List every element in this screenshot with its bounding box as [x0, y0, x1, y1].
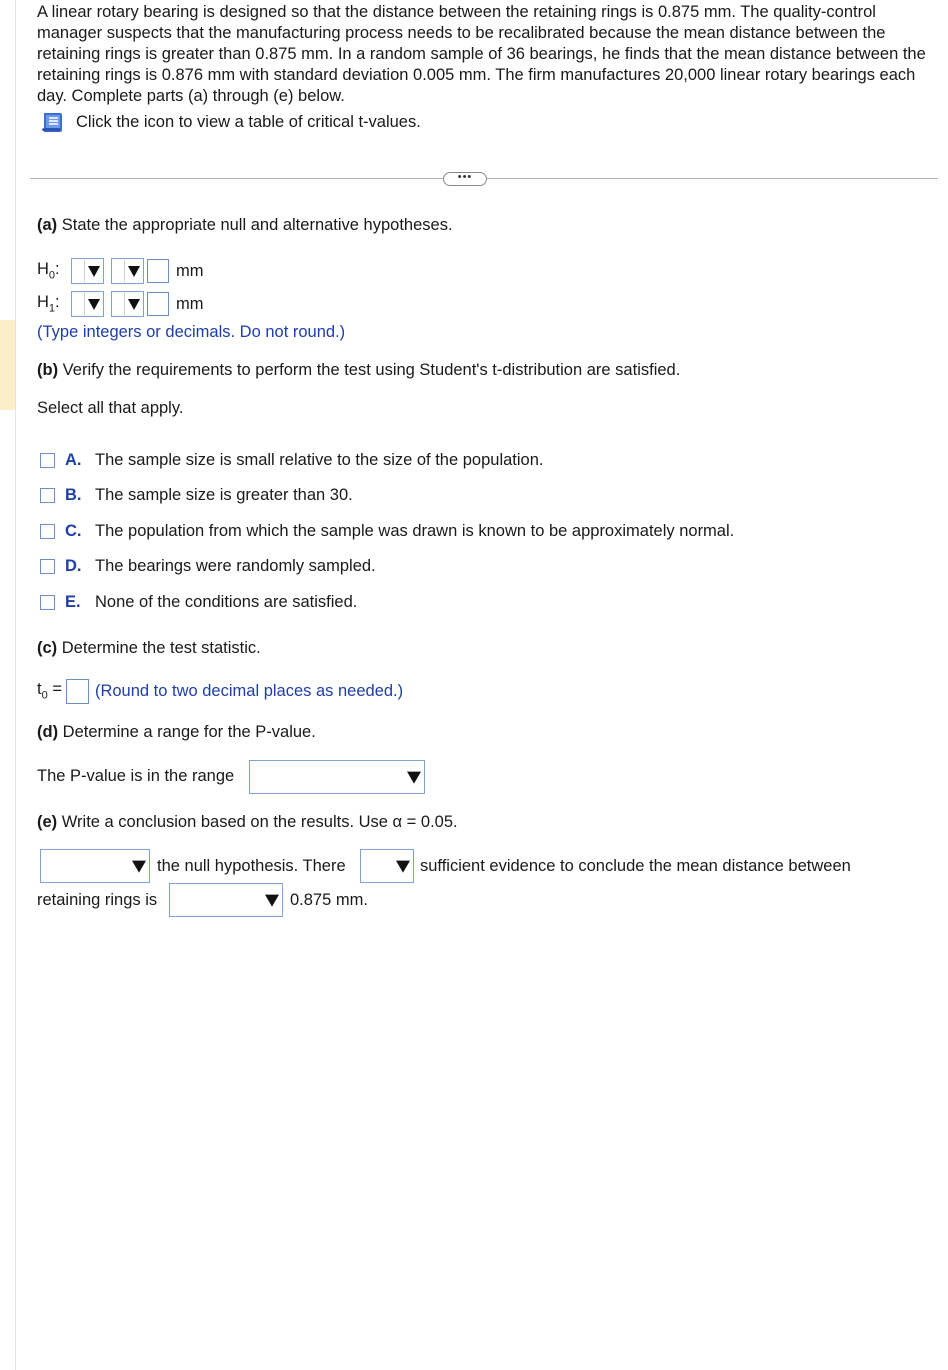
option-c[interactable]: [40, 520, 734, 542]
test-statistic-row: [37, 678, 403, 704]
chevron-down-icon: [394, 854, 412, 878]
option-b-letter: B.: [65, 485, 82, 504]
part-e-prompt: [37, 813, 458, 832]
h1-parameter-dropdown[interactable]: [71, 291, 104, 317]
option-c-checkbox[interactable]: [40, 524, 55, 539]
chevron-down-icon: [263, 888, 281, 912]
option-b[interactable]: [40, 484, 353, 506]
h0-unit: mm: [176, 261, 204, 280]
conclusion-text-4: 0.875 mm.: [290, 891, 368, 909]
critical-t-values-text[interactable]: Click the icon to view a table of critical t-values.: [76, 112, 421, 131]
h0-row: [37, 257, 204, 285]
option-e-checkbox[interactable]: [40, 595, 55, 610]
part-b-instruction: Select all that apply.: [37, 399, 184, 417]
part-a-text: State the appropriate null and alternative hypotheses.: [61, 216, 453, 234]
h0-parameter-dropdown[interactable]: [71, 258, 104, 284]
chevron-down-icon: [124, 260, 142, 282]
part-b-label: (b): [37, 361, 59, 379]
conclusion-evidence-dropdown[interactable]: [360, 849, 414, 883]
h1-unit: mm: [176, 294, 204, 313]
option-e[interactable]: [40, 591, 357, 613]
conclusion-text-2: sufficient evidence to conclude the mean distance between: [420, 857, 851, 875]
part-d-text: Determine a range for the P-value.: [62, 723, 316, 741]
book-icon[interactable]: [40, 110, 66, 134]
conclusion-comparison-dropdown[interactable]: [169, 883, 283, 917]
part-d-label: (d): [37, 723, 59, 741]
h0-value-input[interactable]: [147, 259, 169, 283]
option-e-text[interactable]: None of the conditions are satisfied.: [95, 592, 358, 611]
expand-more-button[interactable]: •••: [443, 172, 487, 186]
h1-row: [37, 290, 204, 318]
part-c-label: (c): [37, 639, 58, 657]
option-d[interactable]: [40, 555, 376, 577]
part-b-prompt: [37, 361, 680, 380]
part-e-text: Write a conclusion based on the results. Use α = 0.05.: [61, 813, 458, 831]
option-b-checkbox[interactable]: [40, 488, 55, 503]
h0-label: $H_0$:: [37, 260, 60, 282]
h1-operator-dropdown[interactable]: [111, 291, 144, 317]
option-a-letter: A.: [65, 450, 82, 469]
conclusion-decision-dropdown[interactable]: [40, 849, 150, 883]
p-value-range-dropdown[interactable]: [249, 760, 425, 794]
option-a-checkbox[interactable]: [40, 453, 55, 468]
option-e-letter: E.: [65, 592, 81, 611]
left-gutter-highlight: [0, 320, 15, 410]
test-statistic-input[interactable]: [66, 679, 89, 704]
option-d-checkbox[interactable]: [40, 559, 55, 574]
h1-value-input[interactable]: [147, 292, 169, 316]
chevron-down-icon: [124, 293, 142, 315]
option-a[interactable]: [40, 449, 543, 471]
part-a-prompt: [37, 216, 453, 235]
part-c-note: (Round to two decimal places as needed.): [94, 681, 404, 700]
chevron-down-icon: [405, 765, 423, 789]
chevron-down-icon: [84, 260, 102, 282]
option-b-text[interactable]: The sample size is greater than 30.: [95, 485, 353, 504]
critical-t-values-link[interactable]: [40, 110, 421, 134]
part-c-text: Determine the test statistic.: [61, 639, 261, 657]
part-c-prompt: [37, 639, 261, 658]
chevron-down-icon: [130, 854, 148, 878]
part-b-text: Verify the requirements to perform the test using Student's t-distribution are satisfied.: [62, 361, 681, 379]
option-d-letter: D.: [65, 556, 82, 575]
conclusion-text-3: retaining rings is: [37, 891, 158, 909]
part-a-note: (Type integers or decimals. Do not round.): [37, 323, 346, 341]
conclusion-text-1: the null hypothesis. There: [157, 857, 346, 875]
h1-label: $H_1$:: [37, 293, 60, 315]
part-a-label: (a): [37, 216, 58, 234]
h0-operator-dropdown[interactable]: [111, 258, 144, 284]
option-d-text[interactable]: The bearings were randomly sampled.: [95, 556, 376, 575]
p-value-range-label: The P-value is in the range: [37, 767, 235, 785]
option-c-text[interactable]: The population from which the sample was drawn is known to be approximately normal.: [95, 521, 735, 540]
option-c-letter: C.: [65, 521, 82, 540]
problem-statement: A linear rotary bearing is designed so that the distance between the retaining rings is 0.875 mm. The quality-control manager suspects that the manufacturing process needs to be recalibrated because the mean distance between the retaining rings is greater than 0.875 mm. In a random sample of 36 bearings, he finds that the mean distance between the retaining rings is 0.876 mm with standard deviation 0.005 mm. The firm manufactures 20,000 linear rotary bearings each day. Complete parts (a) through (e) below.: [37, 3, 926, 105]
option-a-text[interactable]: The sample size is small relative to the size of the population.: [95, 450, 544, 469]
t0-label: $t_0$ =: [37, 680, 62, 702]
left-gutter-rule: [15, 0, 16, 1370]
part-e-label: (e): [37, 813, 58, 831]
part-d-prompt: [37, 723, 316, 742]
chevron-down-icon: [84, 293, 102, 315]
